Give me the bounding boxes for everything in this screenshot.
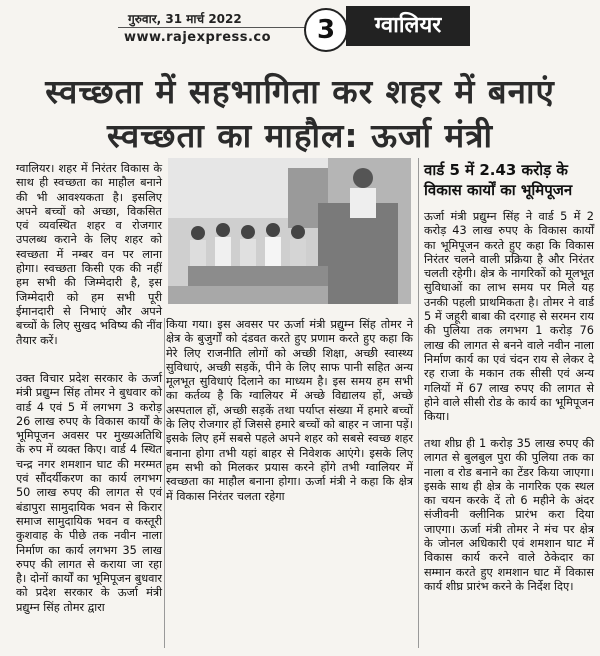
- article-paragraph: ग्वालियर। शहर में निरंतर विकास के साथ ही स्वच्छता का माहौल बनाने की भी आवश्यकता है। इसलिए अपने बच्चों को अच्छा, विकसित एवं व्यवस्थित शहर व रोजगार उपलब्ध कराने के लिए शहर को स्वच्छता में नम्बर वन पर लाना होगा। स्वच्छता किसी एक की नहीं हम सभी की जिम्मेदारी है, इस जिम्मेदारी को हम सभी पूरी ईमानदारी से निभाएं और अपने बच्चों के लिए सुखद भविष्य की नींव तैयार करें।: [16, 162, 162, 347]
- city-section-label: ग्वालियर: [346, 6, 470, 46]
- sidebar-paragraph: तथा शीघ्र ही 1 करोड़ 35 लाख रुपए की लागत से बुलबुल पुरा की पुलिया तक का नाला व रोड बनाने का टेंडर किया जाएगा। इसके साथ ही क्षेत्र के नागरिक एक स्थल का चयन करके दें तो 6 महीने के अंदर संजीवनी क्लीनिक प्रारंभ करा दिया जाएगा। ऊर्जा मंत्री तोमर ने मंच पर क्षेत्र के जोनल अधिकारी एवं शमशान घाट में विकास कार्य करने वाले ठेकेदार का सम्मान करते हुए शमशान घाट में विकास कार्य शीघ्र प्रारंभ करने के निर्देश दिए।: [424, 437, 594, 593]
- column-divider: [164, 318, 165, 648]
- page-number: 3: [304, 8, 348, 52]
- masthead-rule: [118, 27, 308, 28]
- article-paragraph: किया गया। इस अवसर पर ऊर्जा मंत्री प्रद्युम्न सिंह तोमर ने क्षेत्र के बुजुर्गों को दंडवत करते हुए प्रणाम करते हुए कहा कि मेरे लिए राजनीति लोगों को अच्छी शिक्षा, अच्छी स्वास्थ्य सुविधाएं, अच्छी सड़कें, पीने के लिए साफ पानी सहित अन्य मूलभूत सुविधाएं दिलाने का माध्यम है। इस समय हम सभी का कर्तव्य है कि ग्वालियर में अच्छे विद्यालय हों, अच्छे अस्पताल हों, अच्छी सड़कें तथा पर्याप्त संख्या में हमारे बच्चों के लिए रोजगार हों जिससे हमारे बच्चों को बाहर न जाना पड़ें। इसके लिए हमें सबसे पहले अपने शहर को सबसे स्वच्छ शहर बनाना होगा तभी यहां बाहर से निवेशक आएंगे। इसके लिए हम सभी को मिलकर प्रयास करने होंगे तभी ग्वालियर में स्वच्छता का माहौल बनाना होगा। ऊर्जा मंत्री ने कहा कि क्षेत्र में विकास निरंतर चलता रहेगा: [166, 318, 413, 503]
- headline-line-1: स्वच्छता में सहभागिता कर शहर में बनाएं: [45, 72, 555, 111]
- article-paragraph: उक्त विचार प्रदेश सरकार के ऊर्जा मंत्री प्रद्युम्न सिंह तोमर ने बुधवार को वार्ड 4 एवं 5 में लगभग 3 करोड़ 26 लाख रुपए के विकास कार्यों के भूमिपूजन अवसर पर मुख्यअतिथि के रुप में व्यक्त किए। वार्ड 4 स्थित चन्द्र नगर शमशान घाट की मरम्मत एवं सौंदर्यीकरण का कार्य लगभग 50 लाख रुपए की लागत से एवं बंडापुरा सामुदायिक भवन से किरार समाज सामुदायिक भवन व कस्तूरी कुशवाह के पीछे तक नवीन नाला निर्माण का कार्य लगभग 35 लाख रुपए की लागत से कराया जा रहा है। दोनों कार्यों का भूमिपूजन बुधवार को प्रदेश सरकार के ऊर्जा मंत्री प्रद्युम्न सिंह तोमर द्वारा: [16, 372, 162, 614]
- column-divider: [418, 158, 419, 648]
- sidebar-body-bottom: [424, 437, 594, 594]
- sidebar-subheading: वार्ड 5 में 2.43 करोड़ के विकास कार्यों का भूमिपूजन: [424, 161, 573, 199]
- article-column-2: [166, 318, 413, 504]
- sidebar-body-top: [424, 210, 594, 424]
- event-photo: [168, 158, 411, 304]
- article-column-1-top: [16, 162, 162, 348]
- sidebar-paragraph: ऊर्जा मंत्री प्रद्युम्न सिंह ने वार्ड 5 में 2 करोड़ 43 लाख रुपए के विकास कार्यों का भूमिपूजन करते हुए कहा कि विकास निरंतर चलने वाली प्रक्रिया है और निरंतर चलती रहेगी। क्षेत्र के नागरिकों को मूलभूत सुविधाओं का लाभ समय पर मिले यह उनकी पहली प्राथमिकता है। तोमर ने वार्ड 5 में जहूरी बाबा की दरगाह से सरमन राय की पुलिया तक लगभग 1 करोड़ 76 लाख की लागत से बनने वाले नवीन नाला निर्माण कार्य का एवं चंदन राय से लेकर दे रह राजा के मकान तक सीसी एवं अन्य गलियों में 67 लाख रुपए की लागत से होने वाले सीसी रोड के कार्य का भूमिपूजन किया।: [424, 210, 594, 424]
- masthead-date: गुरुवार, 31 मार्च 2022: [128, 12, 242, 26]
- headline: [10, 72, 590, 156]
- headline-line-2: स्वच्छता का माहौल: ऊर्जा मंत्री: [106, 116, 494, 155]
- masthead-website: www.rajexpress.co: [124, 30, 272, 45]
- event-photo-illustration: [168, 158, 411, 304]
- article-column-1-bottom: [16, 372, 162, 615]
